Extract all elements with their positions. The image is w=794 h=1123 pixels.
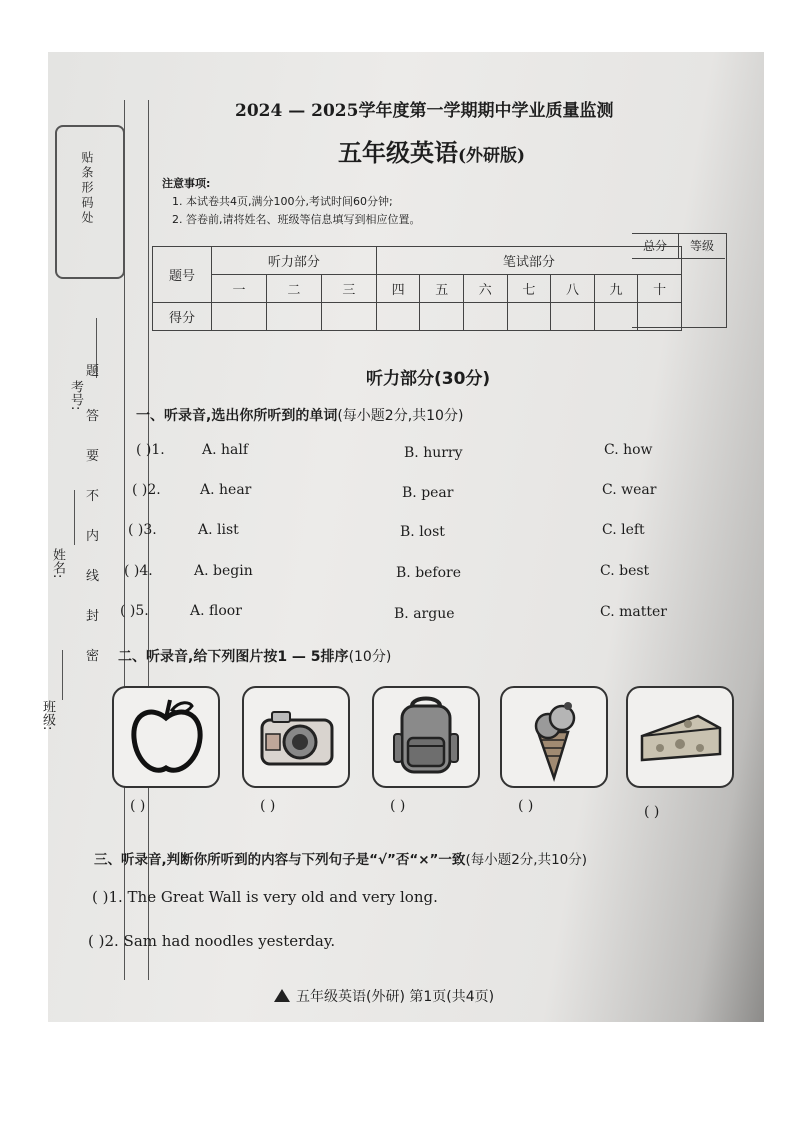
note-item: 1. 本试卷共4页,满分100分,考试时间60分钟; xyxy=(172,195,393,208)
score-cell[interactable] xyxy=(551,303,595,331)
answer-blank[interactable]: ( )4. xyxy=(124,563,153,579)
camera-icon xyxy=(242,686,350,788)
name-label: 姓名: xyxy=(50,548,65,579)
score-cell[interactable] xyxy=(212,303,267,331)
order-blank-5[interactable]: ( ) xyxy=(644,804,660,820)
column-header: 七 xyxy=(507,275,551,303)
option-b: B. pear xyxy=(402,485,454,501)
column-header: 九 xyxy=(594,275,638,303)
exam-no-label: 考号: xyxy=(68,380,83,411)
option-a: A. half xyxy=(202,442,249,458)
order-blank-2[interactable]: ( ) xyxy=(260,798,276,814)
subject-name: 五年级英语 xyxy=(338,138,458,167)
total-label: 总分 xyxy=(632,234,678,259)
cheese-icon xyxy=(626,686,734,788)
row-label-question-no: 题号 xyxy=(153,247,212,303)
column-header: 三 xyxy=(321,275,376,303)
row-label-score: 得分 xyxy=(153,303,212,331)
score-cell[interactable] xyxy=(420,303,464,331)
option-b: B. lost xyxy=(400,524,445,540)
option-b: B. argue xyxy=(394,606,455,622)
edition-label: (外研版) xyxy=(458,146,526,166)
column-header: 一 xyxy=(212,275,267,303)
order-blank-1[interactable]: ( ) xyxy=(130,798,146,814)
order-blank-4[interactable]: ( ) xyxy=(518,798,534,814)
notes xyxy=(162,175,421,229)
barcode-sticker-box xyxy=(55,125,125,279)
score-table xyxy=(152,246,682,331)
notes-label: 注意事项: xyxy=(162,177,211,190)
class-label: 班级: xyxy=(40,700,55,731)
grade-label: 等级 xyxy=(678,234,725,259)
question-2-heading: 二、听录音,给下列图片按1 — 5排序(10分) xyxy=(118,649,392,665)
score-cell[interactable] xyxy=(376,303,420,331)
option-b: B. before xyxy=(396,565,462,581)
section-title: 听力部分(30分) xyxy=(366,369,491,389)
class-blank xyxy=(62,650,63,700)
option-c: C. best xyxy=(600,563,650,579)
answer-blank[interactable]: ( )2. xyxy=(132,482,161,498)
judge-item-2[interactable]: ( )2. Sam had noodles yesterday. xyxy=(88,932,336,950)
column-header: 八 xyxy=(551,275,595,303)
option-a: A. floor xyxy=(190,603,242,619)
column-header: 十 xyxy=(638,275,682,303)
footer-text: 五年级英语(外研) 第1页(共4页) xyxy=(296,989,495,1005)
page-footer xyxy=(274,986,494,1006)
question-3-heading: 三、听录音,判断你所听到的内容与下列句子是“√”否“×”一致(每小题2分,共10分) xyxy=(94,852,588,868)
option-a: A. hear xyxy=(200,482,252,498)
order-blank-3[interactable]: ( ) xyxy=(390,798,406,814)
total-grade-box xyxy=(632,233,727,328)
option-a: A. list xyxy=(198,522,239,538)
column-header: 六 xyxy=(464,275,508,303)
score-cell[interactable] xyxy=(507,303,551,331)
writing-group-header: 笔试部分 xyxy=(376,247,681,275)
answer-blank[interactable]: ( )3. xyxy=(128,522,157,538)
exam-title: 2024 — 2025学年度第一学期期中学业质量监测 xyxy=(235,101,614,121)
judge-item-1[interactable]: ( )1. The Great Wall is very old and very long. xyxy=(92,888,438,906)
publisher-logo-icon xyxy=(274,989,290,1002)
listening-group-header: 听力部分 xyxy=(212,247,377,275)
option-a: A. begin xyxy=(194,563,253,579)
apple-icon xyxy=(112,686,220,788)
backpack-icon xyxy=(372,686,480,788)
answer-blank[interactable]: ( )5. xyxy=(120,603,149,619)
sticker-label: 贴条形码处 xyxy=(80,151,94,226)
name-blank xyxy=(74,490,75,545)
column-header: 四 xyxy=(376,275,420,303)
option-c: C. how xyxy=(604,442,653,458)
answer-blank[interactable]: ( )1. xyxy=(136,442,165,458)
column-header: 五 xyxy=(420,275,464,303)
ice-cream-icon xyxy=(500,686,608,788)
score-cell[interactable] xyxy=(321,303,376,331)
option-c: C. left xyxy=(602,522,645,538)
score-cell[interactable] xyxy=(464,303,508,331)
option-c: C. matter xyxy=(600,604,667,620)
score-cell[interactable] xyxy=(266,303,321,331)
question-1-heading: 一、听录音,选出你所听到的单词(每小题2分,共10分) xyxy=(136,408,464,424)
option-c: C. wear xyxy=(602,482,657,498)
option-b: B. hurry xyxy=(404,445,463,461)
subject-title xyxy=(338,133,525,168)
note-item: 2. 答卷前,请将姓名、班级等信息填写到相应位置。 xyxy=(172,213,421,226)
column-header: 二 xyxy=(266,275,321,303)
